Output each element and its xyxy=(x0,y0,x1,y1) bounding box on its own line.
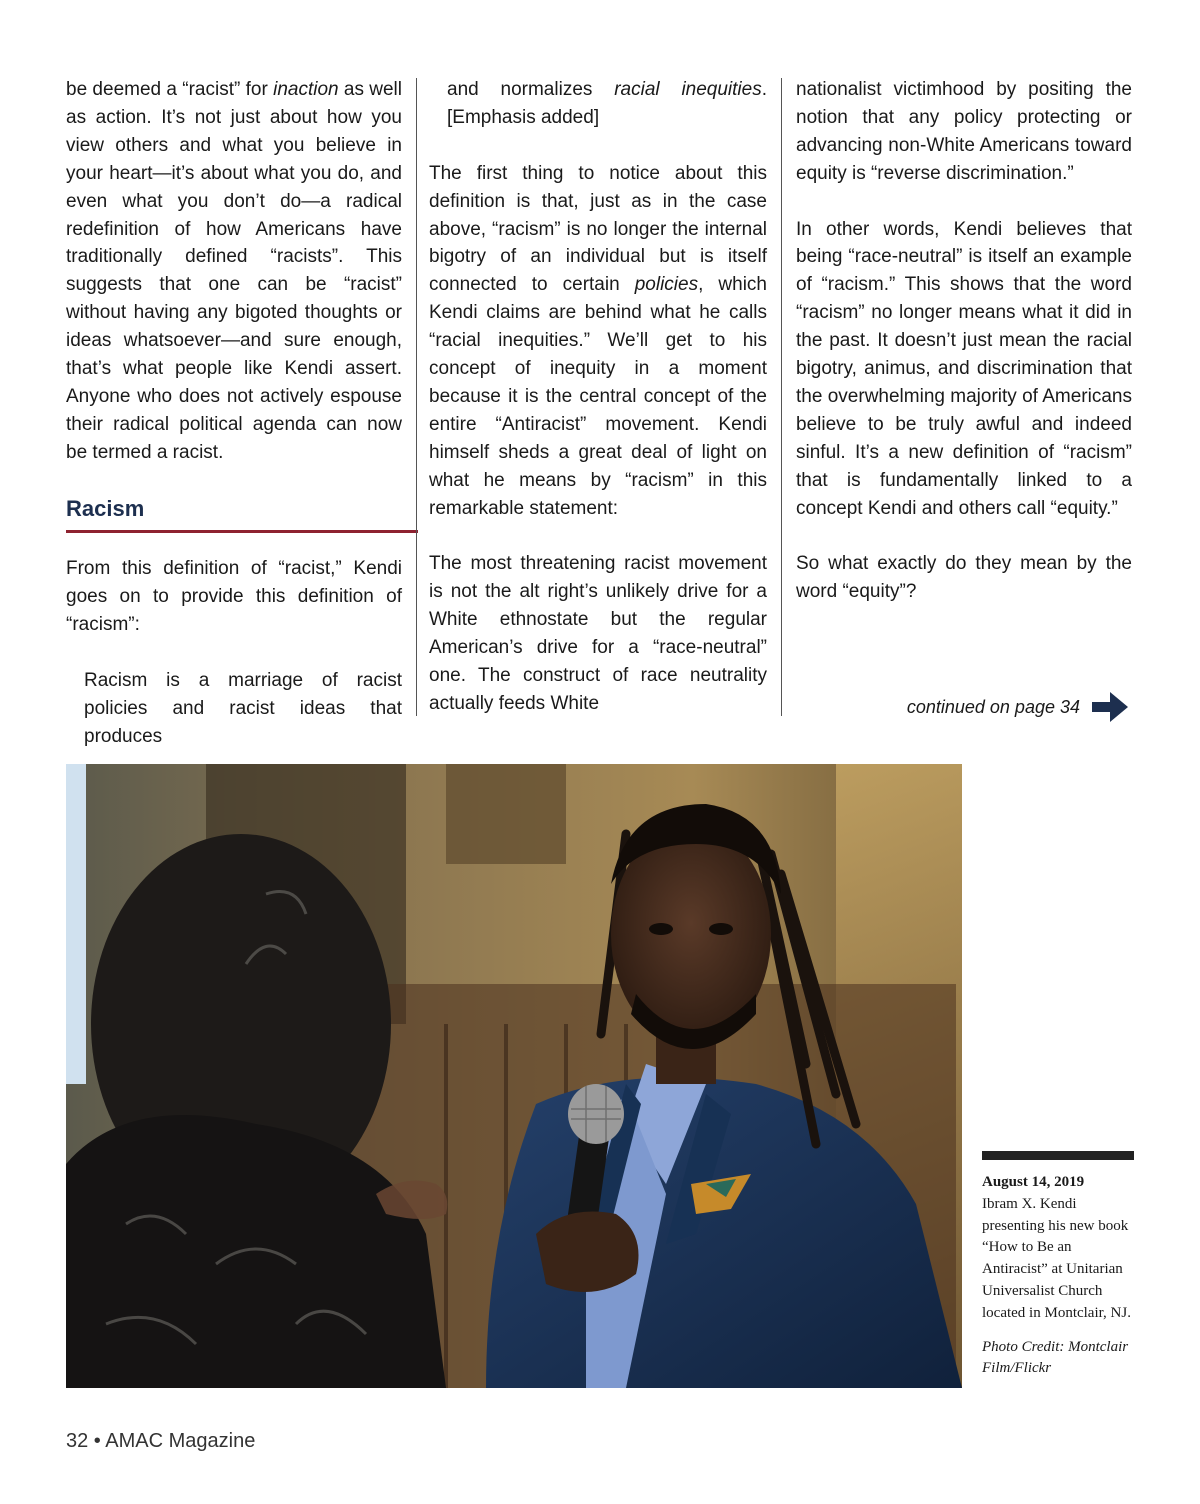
caption-rule xyxy=(982,1151,1134,1160)
photo-caption xyxy=(982,1172,1138,1380)
column-divider-1 xyxy=(416,78,417,716)
col3-paragraph-1: nationalist victimhood by positing the notion that any policy protecting or advancing non-White Americans toward equity is “reverse discrimination.” xyxy=(796,79,1132,184)
article-column-2 xyxy=(429,76,767,718)
col2-paragraph-1: The first thing to notice about this definition is that, just as in the case above, “racism” is no longer the internal bigotry of an individual but is itself connected to certain policies, which Kendi claims are behind what he calls “racial inequities.” We’ll get to his concept of inequity in a moment because it is the central concept of the entire “Antiracist” movement. Kendi himself sheds a great deal of light on what he means by “racism” in this remarkable statement: xyxy=(429,162,768,519)
col3-paragraph-2: In other words, Kendi believes that being “race-neutral” is itself an example of “racism.” This shows that the word “racism” no longer means what it did in the past. It doesn’t just mean the racial bigotry, animus, and discrimination that the overwhelming majority of Americans believe to be truly awful and indeed sinful. It’s a new definition of “racism” that is fundamentally linked to a concept Kendi and others call “equity.” xyxy=(796,218,1132,519)
block-quote-start: Racism is a marriage of racist policies and racist ideas that produces xyxy=(84,670,402,747)
article-photo xyxy=(66,764,962,1388)
article-column-1 xyxy=(66,76,402,751)
caption-text: Ibram X. Kendi presenting his new book “How to Be an Antiracist” at Unitarian Universalist Church located in Montclair, NJ. xyxy=(982,1195,1131,1321)
arrow-right-icon xyxy=(1090,690,1130,724)
article-column-3 xyxy=(796,76,1132,606)
col1-paragraph-2: From this definition of “racist,” Kendi goes on to provide this definition of “racism”: xyxy=(66,558,402,636)
continued-link[interactable] xyxy=(880,690,1130,724)
caption-date: August 14, 2019 xyxy=(982,1174,1085,1190)
col3-paragraph-3: So what exactly do they mean by the word “equity”? xyxy=(796,553,1132,603)
col2-quote-paragraph: The most threatening racist movement is not the alt right’s unlikely drive for a White ethnostate but the regular American’s drive for a “race-neutral” one. The construct of race neutrality actually feeds White xyxy=(429,553,767,714)
section-heading-racism: Racism xyxy=(66,495,418,534)
continued-text: continued on page 34 xyxy=(906,696,1080,717)
column-divider-2 xyxy=(781,78,782,716)
page-footer: 32 • AMAC Magazine xyxy=(66,1430,256,1452)
block-quote-end: and normalizes racial inequities. [Emphasis added] xyxy=(447,79,768,128)
col1-paragraph-1: be deemed a “racist” for inaction as well as action. It’s not just about how you view others and what you believe in your heart—it’s about what you do, and even what you don’t do—a radical redefinition of how Americans have traditionally defined “racists”. This suggests that one can be “racist” without having any bigoted thoughts or ideas whatsoever—and sure enough, that’s what people like Kendi assert. Anyone who does not actively espouse their radical political agenda can now be termed a racist. xyxy=(66,79,402,463)
photo-credit: Photo Credit: Montclair Film/Flickr xyxy=(982,1338,1129,1377)
